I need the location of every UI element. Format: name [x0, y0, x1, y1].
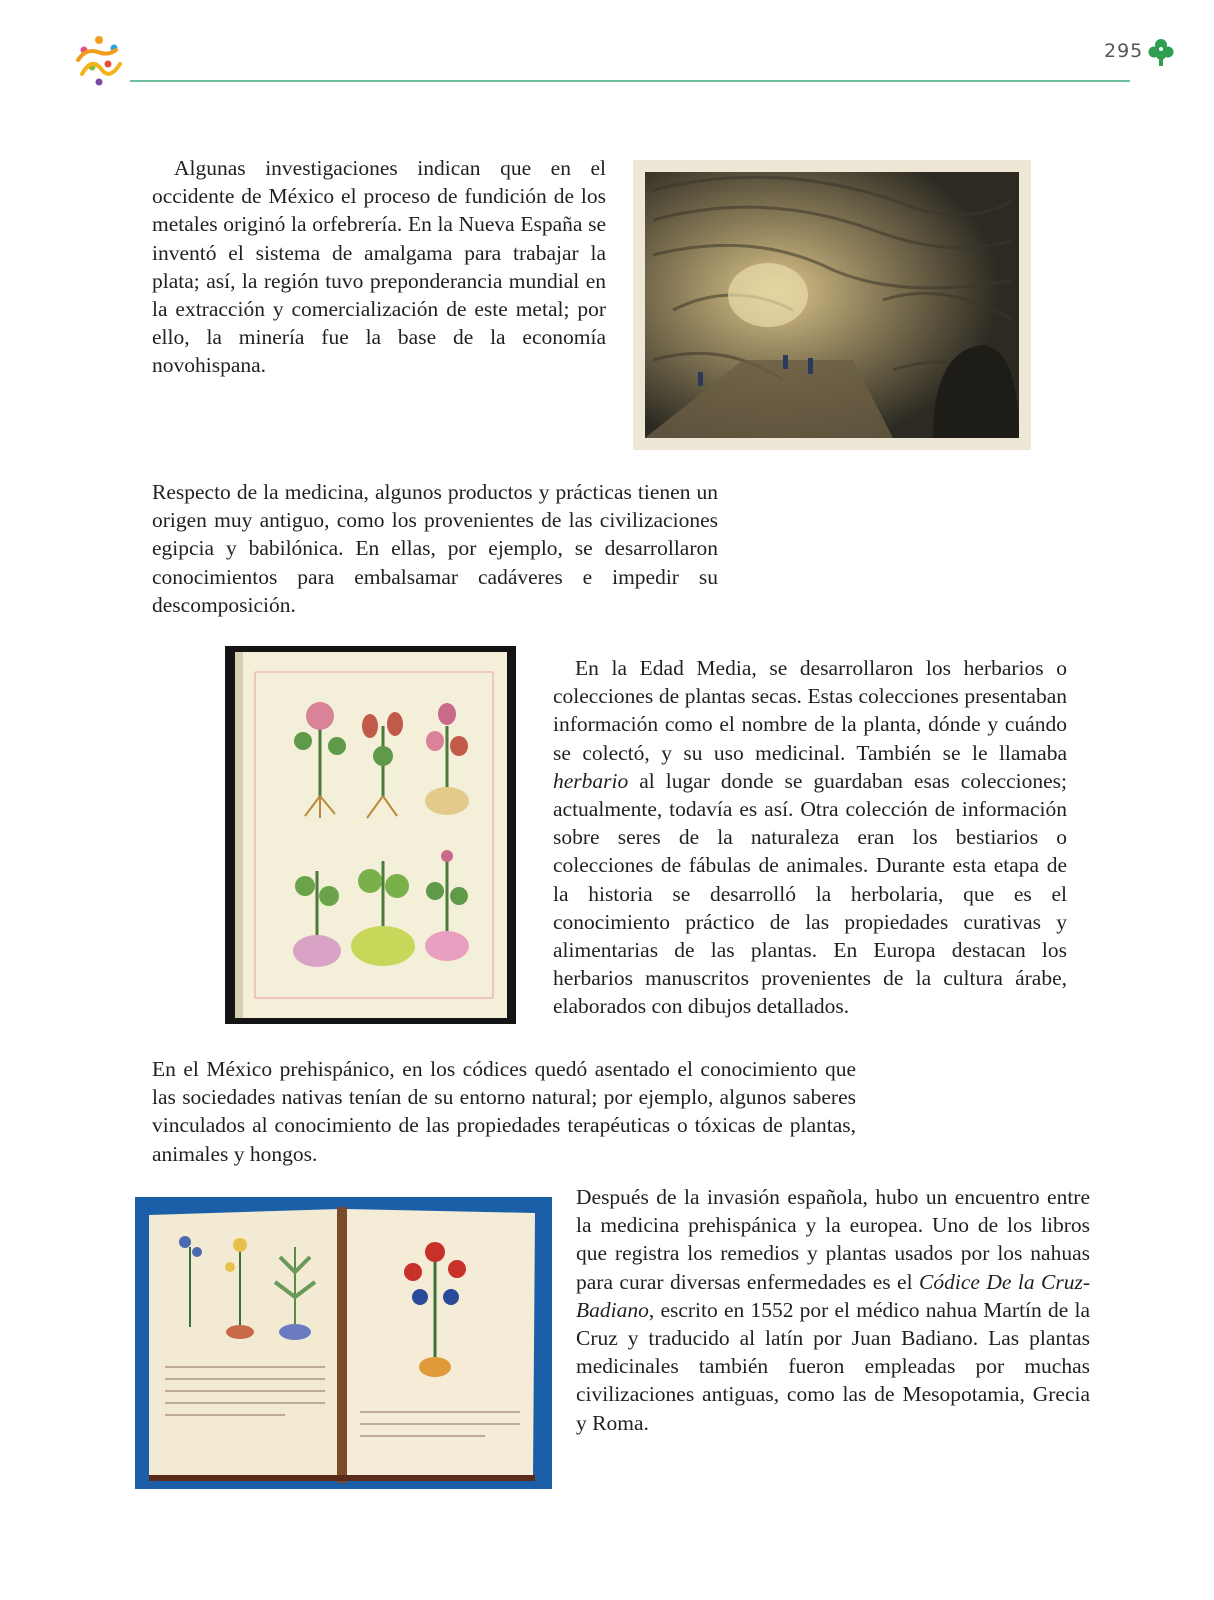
- tree-icon: [1148, 38, 1174, 68]
- open-codex-book-image: [135, 1197, 552, 1489]
- header-rule: [130, 80, 1130, 82]
- mine-tunnel-engraving-image: [633, 160, 1031, 450]
- paragraph-middle-ages-part-a: En la Edad Media, se desarrollaron los herbarios o colecciones de plantas secas. Estas colecciones presentaban información como el nombre de la planta, dónde y cuándo se colectó, y su uso medicinal. También se le llamaba: [553, 656, 1067, 765]
- paragraph-cruz-badiano-part-a: Después de la invasión española, hubo un encuentro entre la medicina prehispánica y la europea. Uno de los libros que registra los remedios y plantas usados por los nahuas para curar diversas enfermedades es el: [576, 1185, 1090, 1294]
- codex-title: Códice De la Cruz-Badiano: [576, 1269, 1090, 1322]
- paragraph-cruz-badiano: [576, 1183, 1090, 1437]
- term-herbario: herbario: [553, 768, 629, 793]
- paragraph-prehispanic: En el México prehispánico, en los códices quedó asentado el conocimiento que las sociedades nativas tenían de su entorno natural; por ejemplo, algunos saberes vinculados al conocimiento de las propiedades terapéuticas o tóxicas de plantas, animales y hongos.: [152, 1057, 856, 1166]
- paragraph-cruz-badiano-part-b: , escrito en 1552 por el médico nahua Martín de la Cruz y traducido al latín por Juan Badiano. Las plantas medicinales también fueron empleadas por muchas civilizaciones antiguas, como las de Mesopotamia, Grecia y Roma.: [576, 1297, 1090, 1435]
- paragraph-medicine: Respecto de la medicina, algunos productos y prácticas tienen un origen muy antiguo, como los provenientes de las civilizaciones egipcia y babilónica. En ellas, por ejemplo, se desarrollaron conocimientos para embalsamar cadáveres e impedir su descomposición.: [152, 480, 718, 617]
- paragraph-middle-ages: [553, 654, 1067, 1021]
- page-number: 295: [1104, 40, 1144, 62]
- herbarium-manuscript-page-image: [225, 646, 516, 1024]
- paragraph-mining: Algunas investigaciones indican que en el occidente de México el proceso de fundición de los metales originó la orfebrería. En la Nueva España se inventó el sistema de amalgama para trabajar la plata; así, la región tuvo preponderancia mundial en la extracción y comercialización de este metal; por ello, la minería fue la base de la economía novohispana.: [152, 156, 606, 378]
- paragraph-middle-ages-part-b: al lugar donde se guardaban esas colecciones; actualmente, todavía es así. Otra colección de información sobre seres de la naturaleza eran los bestiarios o colecciones de fábulas de animales. Durante esta etapa de la historia se desarrolló la herbolaria, que es el conocimiento práctico de las propiedades curativas y alimentarias de las plantas. En Europa destacan los herbarios manuscritos provenientes de la cultura árabe, elaborados con dibujos detallados.: [553, 768, 1067, 1019]
- people-circle-logo-icon: [72, 34, 126, 86]
